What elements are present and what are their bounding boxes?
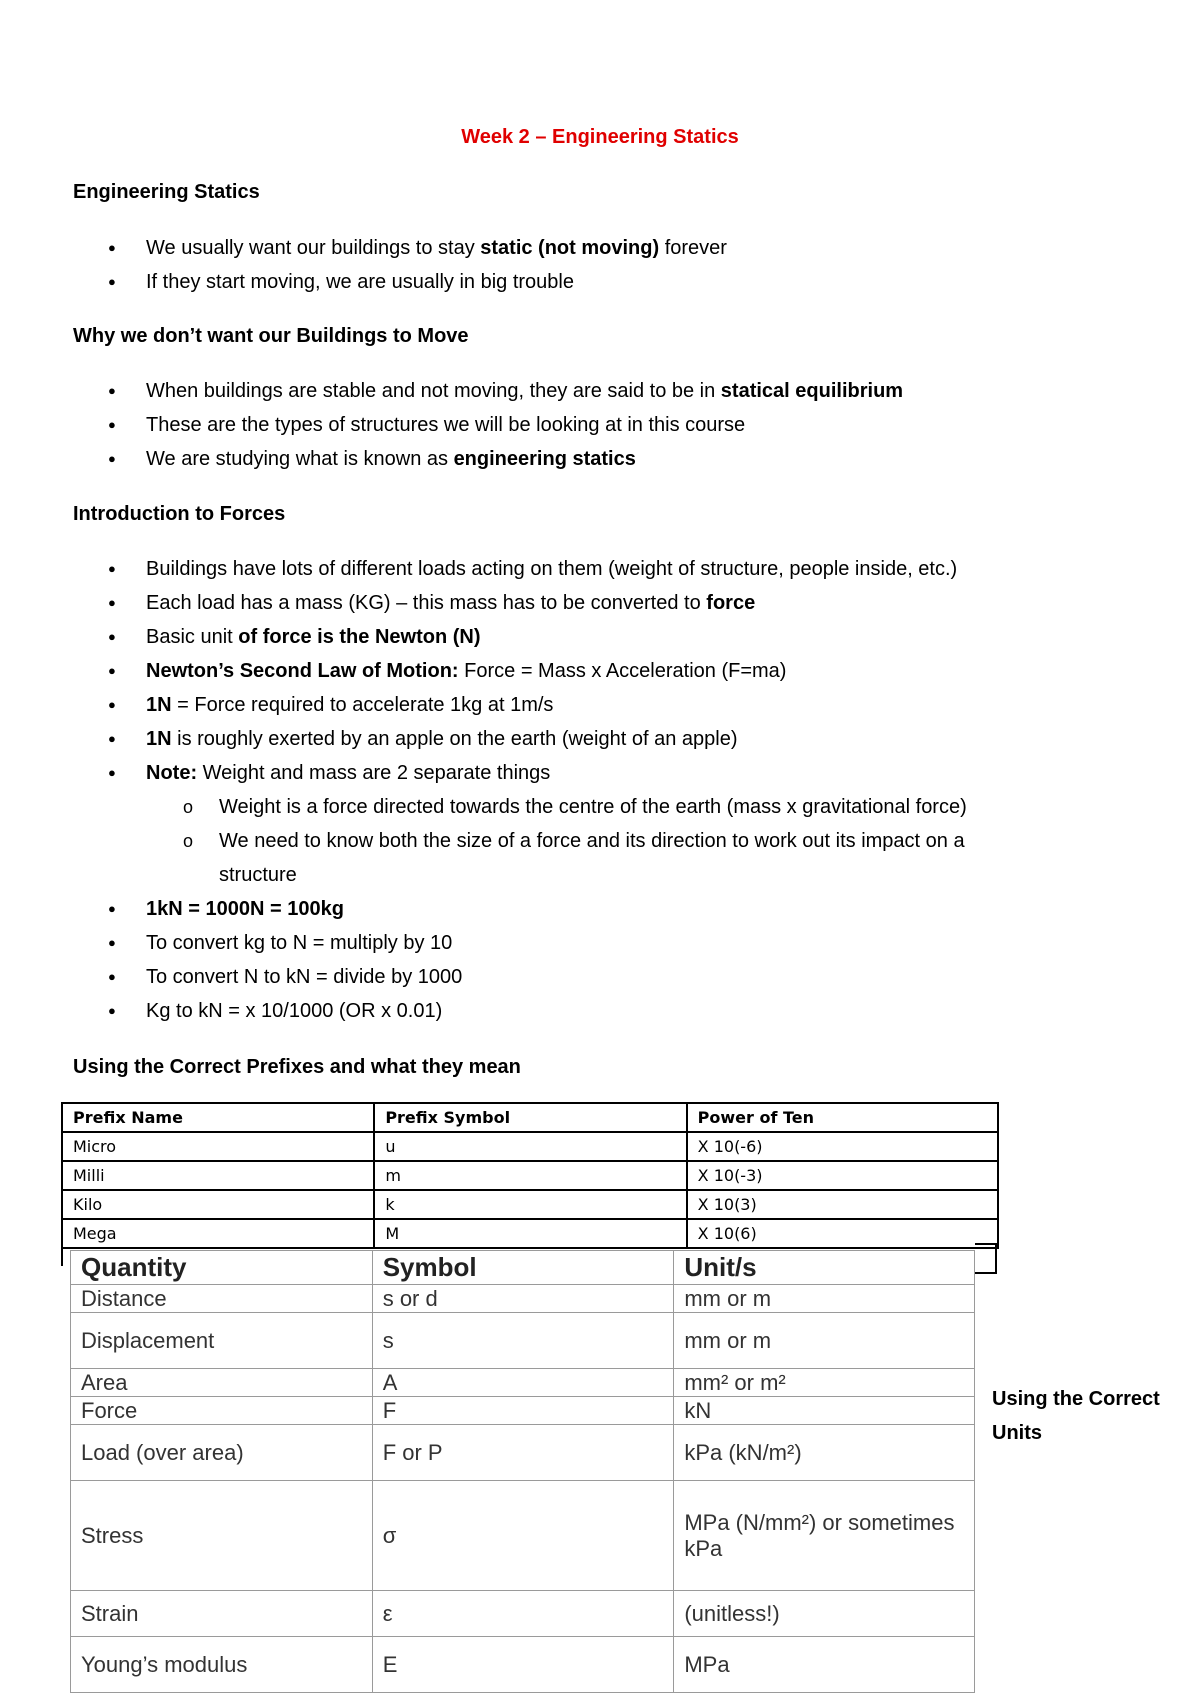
table-row xyxy=(71,1397,975,1425)
table-cell: X 10(-6) xyxy=(687,1132,998,1161)
table-cell: Mega xyxy=(62,1219,374,1248)
table-border-fragment xyxy=(61,1236,63,1266)
table-cell: ε xyxy=(372,1591,674,1637)
column-header: Unit/s xyxy=(674,1251,975,1285)
table-cell: MPa xyxy=(674,1637,975,1693)
table-cell: Displacement xyxy=(71,1313,373,1369)
bullet-list-statics xyxy=(0,231,727,299)
table-cell: mm or m xyxy=(674,1313,975,1369)
column-header: Power of Ten xyxy=(687,1103,998,1132)
list-item: ● Newton’s Second Law of Motion: Force = Mass x Acceleration (F=ma) xyxy=(0,654,967,688)
list-item: ● These are the types of structures we will be looking at in this course xyxy=(0,408,903,442)
table-cell: mm² or m² xyxy=(674,1369,975,1397)
list-item: ● 1N is roughly exerted by an apple on the earth (weight of an apple) xyxy=(0,722,967,756)
table-cell: X 10(3) xyxy=(687,1190,998,1219)
table-cell: Kilo xyxy=(62,1190,374,1219)
table-cell: mm or m xyxy=(674,1285,975,1313)
list-item: ● To convert N to kN = divide by 1000 xyxy=(0,960,967,994)
table-cell: Area xyxy=(71,1369,373,1397)
table-cell: Micro xyxy=(62,1132,374,1161)
table-cell: Force xyxy=(71,1397,373,1425)
table-row xyxy=(62,1219,998,1248)
table-cell: s xyxy=(372,1313,674,1369)
table-row xyxy=(62,1161,998,1190)
table-cell: σ xyxy=(372,1481,674,1591)
table-cell: MPa (N/mm²) or sometimes kPa xyxy=(674,1481,975,1591)
table-cell: A xyxy=(372,1369,674,1397)
table-row xyxy=(71,1285,975,1313)
table-cell: Load (over area) xyxy=(71,1425,373,1481)
table-cell: (unitless!) xyxy=(674,1591,975,1637)
sub-list-item: o We need to know both the size of a force and its direction to work out its impact on a xyxy=(0,824,967,858)
table-cell: Stress xyxy=(71,1481,373,1591)
table-cell: k xyxy=(374,1190,686,1219)
sub-list-item-continued: structure xyxy=(219,864,297,886)
table-row xyxy=(71,1481,975,1591)
list-item: ● We are studying what is known as engineering statics xyxy=(0,442,903,476)
table-cell: Strain xyxy=(71,1591,373,1637)
list-item: ● Buildings have lots of different loads acting on them (weight of structure, people inside, etc.) xyxy=(0,552,967,586)
list-item: ● 1N = Force required to accelerate 1kg at 1m/s xyxy=(0,688,967,722)
bullet-list-forces xyxy=(0,552,967,1028)
table-row xyxy=(71,1637,975,1693)
section-heading-why: Why we don’t want our Buildings to Move xyxy=(73,325,469,347)
table-cell: kN xyxy=(674,1397,975,1425)
list-item: ● When buildings are stable and not moving, they are said to be in statical equilibrium xyxy=(0,374,903,408)
list-item: ● Basic unit of force is the Newton (N) xyxy=(0,620,967,654)
table-cell: X 10(-3) xyxy=(687,1161,998,1190)
bullet-list-why xyxy=(0,374,903,476)
table-cell: Distance xyxy=(71,1285,373,1313)
section-heading-statics: Engineering Statics xyxy=(73,181,260,203)
table-cell: F xyxy=(372,1397,674,1425)
table-cell: X 10(6) xyxy=(687,1219,998,1248)
table-cell: E xyxy=(372,1637,674,1693)
column-header: Prefix Symbol xyxy=(374,1103,686,1132)
list-item: ● Note: Weight and mass are 2 separate things xyxy=(0,756,967,790)
table-cell: kPa (kN/m²) xyxy=(674,1425,975,1481)
table-row xyxy=(71,1369,975,1397)
table-cell: m xyxy=(374,1161,686,1190)
table-cell: Milli xyxy=(62,1161,374,1190)
table-row xyxy=(71,1591,975,1637)
list-item: ● Kg to kN = x 10/1000 (OR x 0.01) xyxy=(0,994,967,1028)
table-row xyxy=(62,1132,998,1161)
table-cell: Young’s modulus xyxy=(71,1637,373,1693)
list-item: ● Each load has a mass (KG) – this mass has to be converted to force xyxy=(0,586,967,620)
section-heading-prefixes: Using the Correct Prefixes and what they mean xyxy=(73,1056,521,1078)
table-cell: s or d xyxy=(372,1285,674,1313)
table-cell: M xyxy=(374,1219,686,1248)
units-side-label: Using the Correct Units xyxy=(992,1388,1160,1444)
list-item: ● To convert kg to N = multiply by 10 xyxy=(0,926,967,960)
list-item: ● If they start moving, we are usually in big trouble xyxy=(0,265,727,299)
list-item: ● 1kN = 1000N = 100kg xyxy=(0,892,967,926)
page-title: Week 2 – Engineering Statics xyxy=(461,126,739,148)
prefix-table xyxy=(61,1102,999,1249)
column-header: Prefix Name xyxy=(62,1103,374,1132)
table-cell: u xyxy=(374,1132,686,1161)
table-cell: F or P xyxy=(372,1425,674,1481)
table-header-row xyxy=(62,1103,998,1132)
column-header: Symbol xyxy=(372,1251,674,1285)
table-row xyxy=(62,1190,998,1219)
table-header-row xyxy=(71,1251,975,1285)
units-table-image xyxy=(70,1250,975,1698)
table-row xyxy=(71,1425,975,1481)
list-item: ● We usually want our buildings to stay static (not moving) forever xyxy=(0,231,727,265)
section-heading-forces: Introduction to Forces xyxy=(73,503,286,525)
units-table xyxy=(70,1250,975,1693)
sub-list-item: o Weight is a force directed towards the centre of the earth (mass x gravitational force) xyxy=(0,790,967,824)
column-header: Quantity xyxy=(71,1251,373,1285)
table-row xyxy=(71,1313,975,1369)
table-border-fragment xyxy=(975,1243,997,1274)
